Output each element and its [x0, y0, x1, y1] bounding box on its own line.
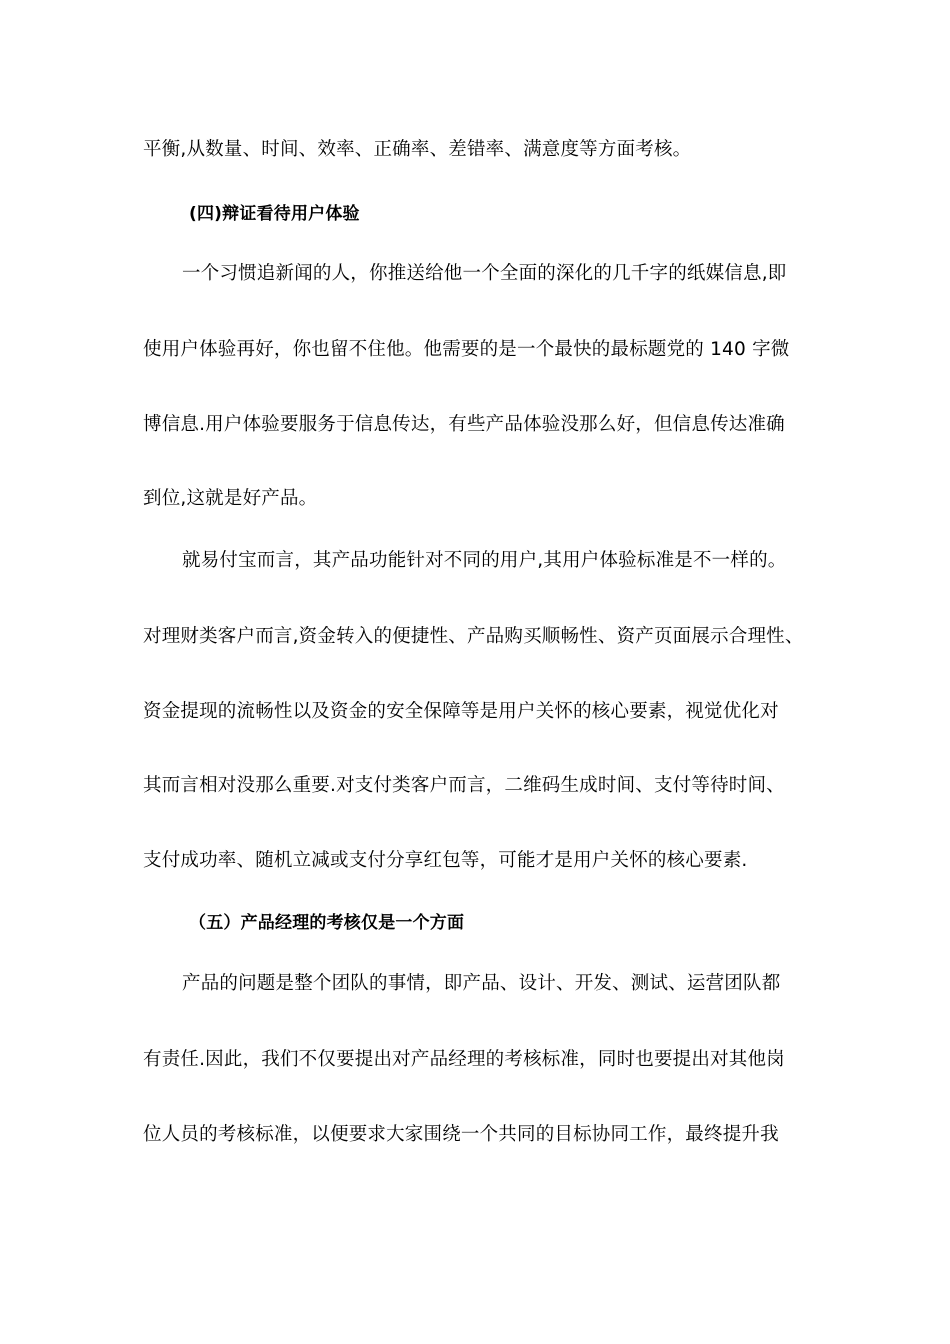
- paragraph-line: 到位,这就是好产品。: [143, 488, 318, 509]
- paragraph-line: 支付成功率、随机立减或支付分享红包等，可能才是用户关怀的核心要素.: [143, 850, 748, 871]
- paragraph-line: 就易付宝而言，其产品功能针对不同的用户,其用户体验标准是不一样的。: [182, 550, 787, 571]
- paragraph-line: 其而言相对没那么重要.对支付类客户而言，二维码生成时间、支付等待时间、: [143, 775, 785, 796]
- paragraph-line: 一个习惯追新闻的人，你推送给他一个全面的深化的几千字的纸媒信息,即: [182, 263, 787, 284]
- section-heading-four: (四)辩证看待用户体验: [189, 204, 360, 224]
- paragraph-line: 位人员的考核标准，以便要求大家围绕一个共同的目标协同工作，最终提升我: [143, 1124, 779, 1145]
- section-heading-five: （五）产品经理的考核仅是一个方面: [189, 913, 465, 933]
- paragraph-line: 对理财类客户而言,资金转入的便捷性、产品购买顺畅性、资产页面展示合理性、: [143, 626, 804, 647]
- paragraph-line: 产品的问题是整个团队的事情，即产品、设计、开发、测试、运营团队都: [182, 973, 781, 994]
- paragraph-line: 有责任.因此，我们不仅要提出对产品经理的考核标准，同时也要提出对其他岗: [143, 1049, 785, 1070]
- paragraph-line: 使用户体验再好，你也留不住他。他需要的是一个最快的最标题党的 140 字微: [143, 339, 790, 360]
- paragraph-line: 博信息.用户体验要服务于信息传达，有些产品体验没那么好，但信息传达准确: [143, 414, 785, 435]
- paragraph-line: 资金提现的流畅性以及资金的安全保障等是用户关怀的核心要素，视觉优化对: [143, 701, 779, 722]
- paragraph-line: 平衡,从数量、时间、效率、正确率、差错率、满意度等方面考核。: [143, 139, 692, 160]
